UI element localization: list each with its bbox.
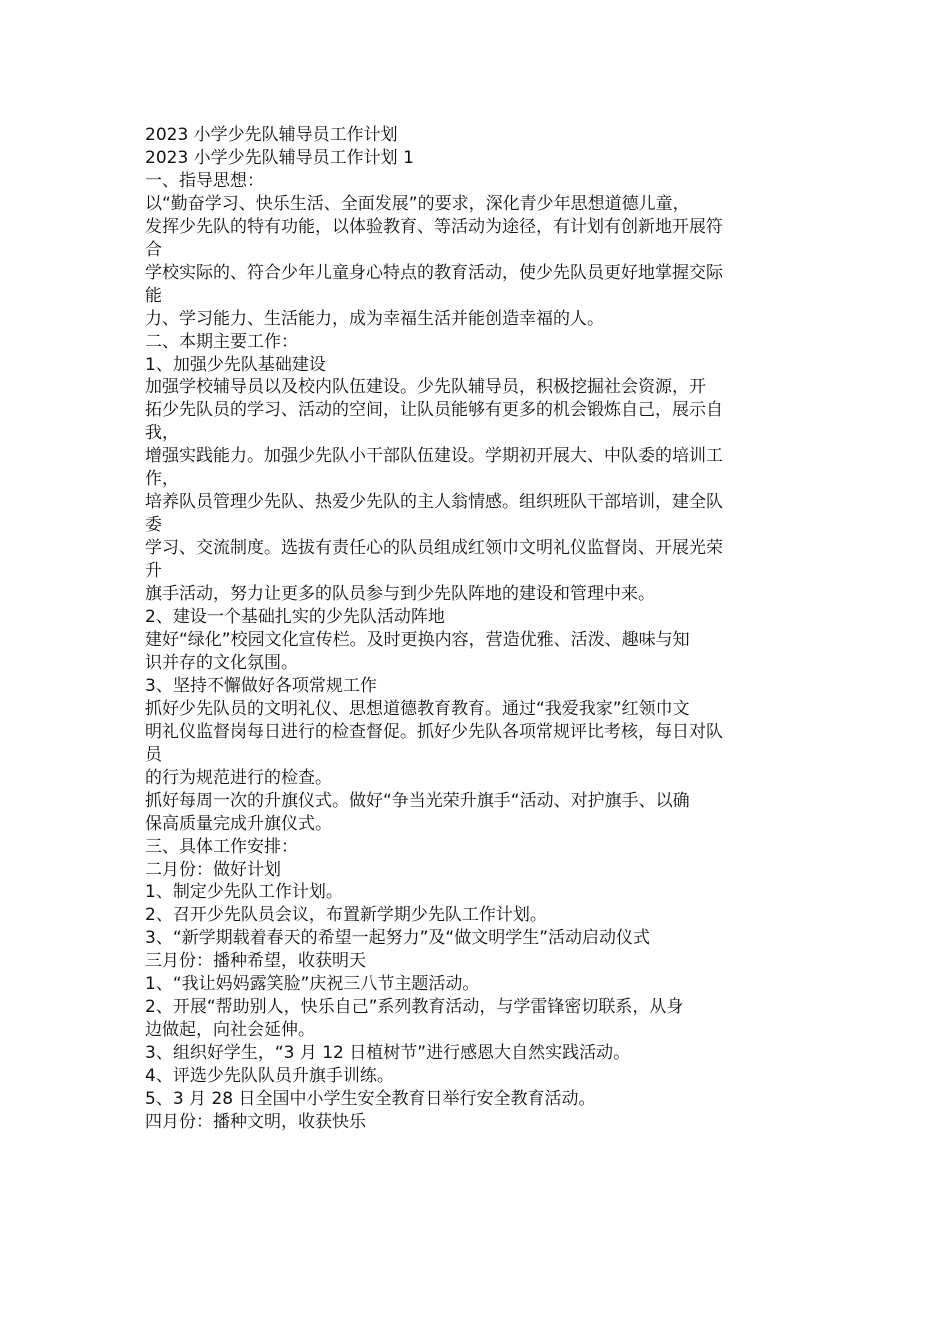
text-line: 合 bbox=[145, 239, 162, 260]
text-line: 识并存的文化氛围。 bbox=[145, 652, 298, 673]
text-line: 我， bbox=[145, 423, 179, 444]
text-line: 边做起，向社会延伸。 bbox=[145, 1020, 315, 1041]
text-line: 1、“我让妈妈露笑脸”庆祝三八节主题活动。 bbox=[145, 974, 480, 995]
document-title: 2023 小学少先队辅导员工作计划 bbox=[145, 125, 398, 145]
text-line: 拓少先队员的学习、活动的空间，让队员能够有更多的机会锻炼自己，展示自 bbox=[145, 400, 723, 421]
text-line: 2、开展“帮助别人，快乐自己”系列教育活动，与学雷锋密切联系，从身 bbox=[145, 997, 684, 1018]
text-line: 二月份：做好计划 bbox=[145, 859, 281, 880]
text-line: 四月份：播种文明，收获快乐 bbox=[145, 1111, 366, 1132]
text-line: 2、建设一个基础扎实的少先队活动阵地 bbox=[145, 607, 445, 628]
text-line: 一、指导思想： bbox=[145, 170, 264, 191]
text-line: 三月份：播种希望，收获明天 bbox=[145, 951, 366, 972]
text-line: 学习、交流制度。选拔有责任心的队员组成红领巾文明礼仪监督岗、开展光荣 bbox=[145, 538, 723, 559]
text-line: 培养队员管理少先队、热爱少先队的主人翁情感。组织班队干部培训，建全队 bbox=[145, 492, 723, 513]
text-line: 作， bbox=[145, 469, 179, 490]
text-line: 抓好每周一次的升旗仪式。做好“争当光荣升旗手“活动、对护旗手、以确 bbox=[145, 790, 690, 811]
text-line: 2、召开少先队员会议，布置新学期少先队工作计划。 bbox=[145, 905, 547, 926]
text-line: 升 bbox=[145, 561, 162, 582]
text-line: 的行为规范进行的检查。 bbox=[145, 767, 332, 788]
text-line: 5、3 月 28 日全国中小学生安全教育日举行安全教育活动。 bbox=[145, 1089, 596, 1110]
text-line: 发挥少先队的特有功能，以体验教育、等活动为途径，有计划有创新地开展符 bbox=[145, 216, 723, 237]
text-line: 4、评选少先队队员升旗手训练。 bbox=[145, 1066, 394, 1087]
text-line: 1、加强少先队基础建设 bbox=[145, 354, 326, 375]
text-line: 员 bbox=[145, 744, 162, 765]
text-line: 委 bbox=[145, 515, 162, 536]
text-line: 明礼仪监督岗每日进行的检查督促。抓好少先队各项常规评比考核，每日对队 bbox=[145, 721, 723, 742]
text-line: 力、学习能力、生活能力，成为幸福生活并能创造幸福的人。 bbox=[145, 308, 604, 329]
text-line: 3、坚持不懈做好各项常规工作 bbox=[145, 675, 377, 696]
text-line: 建好“绿化”校园文化宣传栏。及时更换内容，营造优雅、活泼、趣味与知 bbox=[145, 629, 690, 650]
text-line: 三、具体工作安排： bbox=[145, 836, 298, 857]
text-line: 3、“新学期载着春天的希望一起努力”及“做文明学生”活动启动仪式 bbox=[145, 928, 651, 949]
text-line: 抓好少先队员的文明礼仪、思想道德教育教育。通过“我爱我家”红领巾文 bbox=[145, 698, 690, 719]
document-subtitle: 2023 小学少先队辅导员工作计划 1 bbox=[145, 147, 414, 168]
text-line: 1、制定少先队工作计划。 bbox=[145, 882, 343, 903]
text-line: 增强实践能力。加强少先队小干部队伍建设。学期初开展大、中队委的培训工 bbox=[145, 446, 723, 467]
text-line: 旗手活动，努力让更多的队员参与到少先队阵地的建设和管理中来。 bbox=[145, 584, 655, 605]
text-line: 3、组织好学生，“3 月 12 日植树节”进行感恩大自然实践活动。 bbox=[145, 1043, 631, 1064]
text-line: 学校实际的、符合少年儿童身心特点的教育活动，使少先队员更好地掌握交际 bbox=[145, 262, 723, 283]
text-line: 保高质量完成升旗仪式。 bbox=[145, 813, 332, 834]
text-line: 能 bbox=[145, 285, 162, 306]
text-line: 二、本期主要工作： bbox=[145, 331, 298, 352]
document-page bbox=[145, 124, 810, 1134]
text-line: 加强学校辅导员以及校内队伍建设。少先队辅导员，积极挖掘社会资源，开 bbox=[145, 377, 706, 398]
text-line: 以“勤奋学习、快乐生活、全面发展”的要求，深化青少年思想道德儿童， bbox=[145, 193, 690, 214]
